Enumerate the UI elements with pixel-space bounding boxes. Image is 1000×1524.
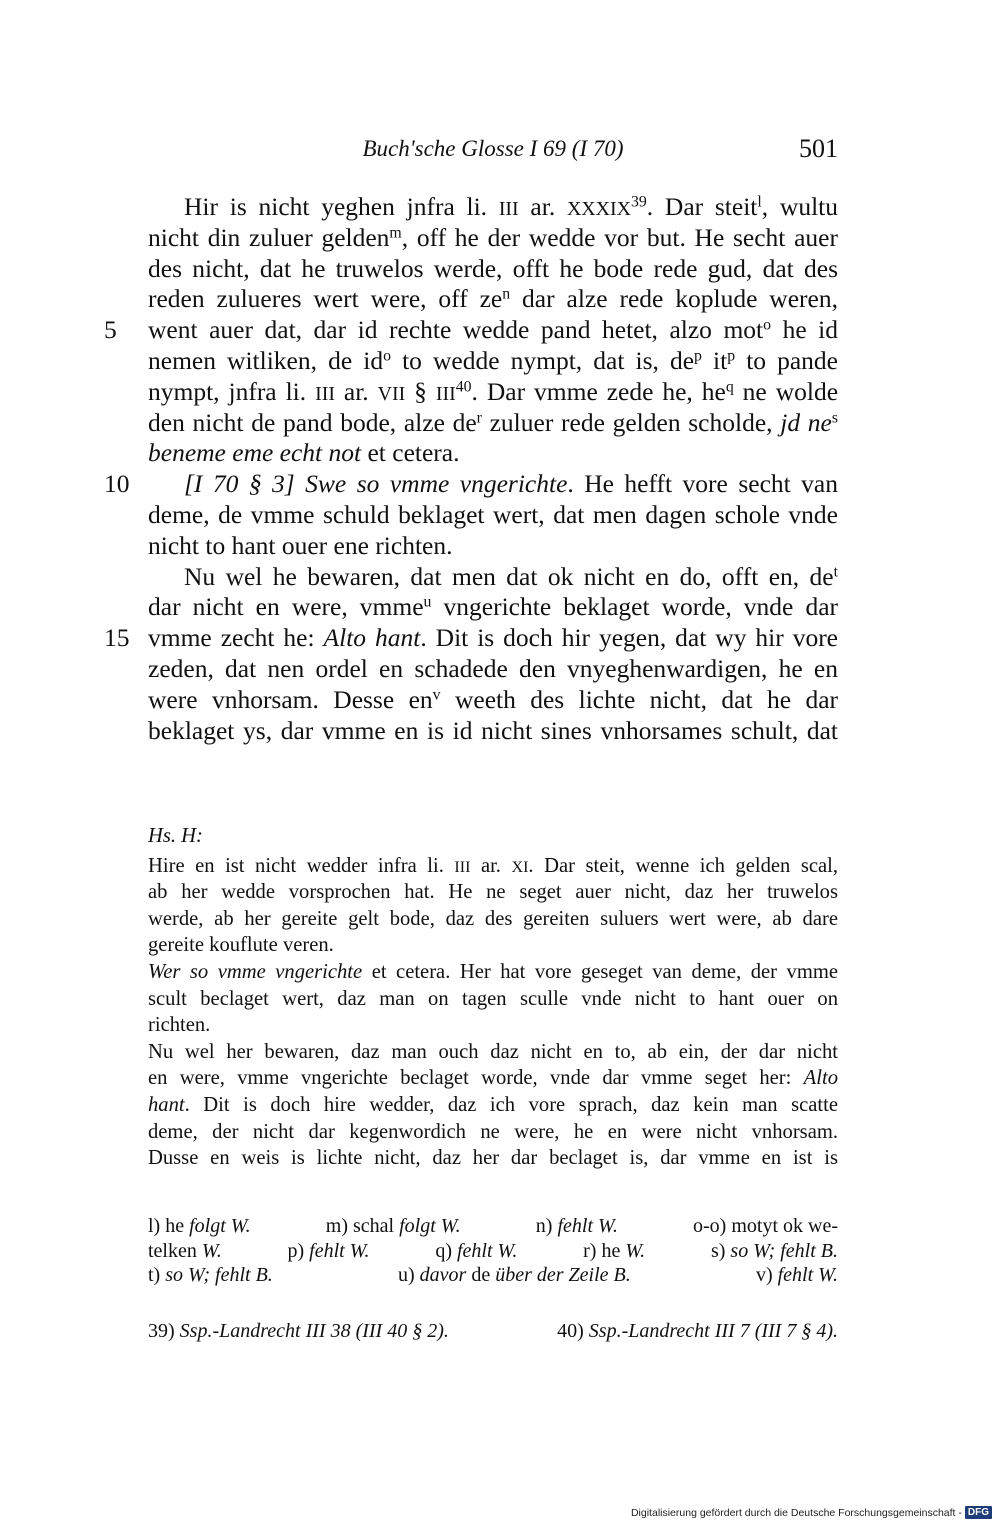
- footnote-marker: 39: [630, 193, 647, 211]
- manuscript-variant: [148, 823, 838, 1172]
- apparatus-note: v) fehlt W.: [755, 1264, 838, 1286]
- roman-numeral: XXXIX: [566, 198, 631, 220]
- apparatus-note: n) fehlt W.: [535, 1215, 618, 1237]
- manuscript-line: hant. Dit is doch hire wedder, daz ich vore sprach, daz kein man scatte: [148, 1093, 838, 1116]
- manuscript-line: ab her wedde vorsprochen hat. He ne seget auer nicht, daz her truwelos: [148, 881, 838, 904]
- italic-text: jd ne: [780, 407, 832, 437]
- page-number: 501: [799, 134, 838, 163]
- manuscript-line: Hire en ist nicht wedder infra li. III ar. XI. Dar steit, wenne ich gelden scal,: [148, 854, 839, 877]
- footnote-marker: r: [476, 408, 482, 426]
- line-number: 5: [104, 315, 117, 345]
- footnote-marker: l: [757, 193, 762, 211]
- text-line: den nicht de pand bode, alze $de^r$ zuluer rede gelden scholde, jd $ne^s$: [148, 407, 838, 437]
- footnote-marker: p: [694, 347, 702, 365]
- text-line: 5 went auer dat, dar id rechte wedde pand hetet, alzo mot$^o$ he id: [104, 315, 839, 345]
- manuscript-line: scult beclaget wert, daz man on tagen sculle vnde nicht to hant ouer on: [148, 987, 838, 1010]
- roman-numeral: XI: [511, 858, 529, 876]
- italic-text: fehlt W.: [557, 1215, 618, 1237]
- italic-text: folgt W.: [399, 1215, 461, 1237]
- page-header: [148, 134, 838, 168]
- manuscript-line: Wer so vmme vngerichte et cetera. Her hat vore geseget van deme, der vmme: [148, 960, 838, 983]
- text-line: reden zulueres wert were, off $ze^n$ dar alze rede koplude weren,: [148, 284, 838, 314]
- roman-numeral: VII: [377, 382, 406, 405]
- apparatus-note: s) so W; fehlt B.: [710, 1239, 838, 1262]
- italic-text: beneme eme echt not: [148, 438, 362, 468]
- italic-text: über der Zeile B.: [495, 1264, 631, 1286]
- footnote-marker: p: [727, 347, 736, 365]
- text-line: were vnhorsam. Desse $en^v$ weeth des lichte nicht, dat he dar: [148, 684, 839, 714]
- line-number: 10: [104, 469, 130, 499]
- text-line: deme, de vmme schuld beklaget wert, dat men dagen schole vnde: [148, 499, 838, 529]
- apparatus-line: [148, 1214, 838, 1239]
- source-reference: 40) Ssp.-Landrecht III 7 (III 7 § 4).: [557, 1320, 838, 1342]
- manuscript-line: Dusse en weis is lichte nicht, daz her dar beclaget is, dar vmme en ist is: [148, 1147, 838, 1170]
- apparatus-note: q) fehlt W.: [435, 1239, 518, 1262]
- manuscript-line: Nu wel her bewaren, daz man ouch daz nicht en to, ab ein, der dar nicht: [148, 1040, 838, 1063]
- footnote-marker: u: [423, 593, 432, 611]
- text-line: nicht to hant ouer ene richten.: [148, 530, 453, 560]
- text-line: Nu wel he bewaren, dat men dat ok nicht en do, offt en, $de^t$: [184, 561, 838, 591]
- source-reference: 39) Ssp.-Landrecht III 38 (III 40 § 2).: [148, 1320, 449, 1342]
- roman-numeral: III: [315, 382, 335, 405]
- apparatus-line: [148, 1263, 838, 1288]
- text-line: des nicht, dat he truwelos werde, offt he bode rede gud, dat des: [148, 253, 838, 283]
- italic-text: Alto: [803, 1067, 838, 1090]
- manuscript-line: deme, der nicht dar kegenwordich ne were, he en were nicht vnhorsam.: [148, 1120, 838, 1143]
- footnote-marker: 40: [455, 378, 472, 396]
- text-line: dar nicht en were, vmme$^u$ vngerichte beklaget worde, vnde dar: [148, 592, 839, 622]
- apparatus-note: l) he folgt W.: [148, 1215, 251, 1237]
- running-title: Buch'sche Glosse I 69 (I 70): [362, 136, 624, 161]
- manuscript-line: werde, ab her gereite gelt bode, daz des gereiten suluers wert were, ab dare: [148, 907, 838, 930]
- text-line: nympt, jnfra li. III ar. VII § III$^{40}$. Dar vmme zede he, $he^q$ ne wolde: [148, 376, 839, 406]
- footer-text: Digitalisierung gefördert durch die Deutsche Forschungsgemeinschaft -: [630, 1506, 962, 1519]
- roman-numeral: III: [454, 858, 471, 876]
- text-line: beklaget ys, dar vmme en is id nicht sines vnhorsames schult, dat: [148, 715, 838, 745]
- italic-text: fehlt W.: [309, 1239, 370, 1262]
- dfg-logo: DFG: [965, 1506, 992, 1519]
- italic-text: so W; fehlt B.: [730, 1239, 838, 1262]
- italic-text: fehlt W.: [777, 1264, 838, 1286]
- apparatus-note: t) so W; fehlt B.: [148, 1264, 273, 1286]
- italic-text: hant: [148, 1093, 185, 1116]
- footnote-marker: s: [831, 408, 838, 426]
- text-line: nicht din zuluer gelden$^m$, off he der wedde vor but. He secht auer: [148, 222, 838, 252]
- text-line: Hir is nicht yeghen jnfra li. III ar. XXXIX$^{39}$. Dar steit$^l$, wultu: [184, 192, 838, 221]
- italic-text: fehlt W.: [456, 1239, 518, 1262]
- apparatus-note: r) he W.: [583, 1239, 646, 1262]
- italic-text: [I 70 § 3] Swe so vmme vngerichte: [184, 469, 568, 499]
- apparatus-note: telken W.: [148, 1239, 222, 1262]
- text-line: zeden, dat nen ordel en schadede den vnyeghenwardigen, he en: [148, 653, 838, 683]
- apparatus-note: m) schal folgt W.: [325, 1215, 461, 1237]
- footnote-marker: o: [383, 347, 391, 365]
- text-line: nemen witliken, de $id^o$ to wedde nympt, dat is, $de^p$ $it^p$ to pande: [148, 345, 838, 375]
- apparatus-line: [148, 1239, 838, 1264]
- italic-text: W.: [201, 1239, 222, 1262]
- footnote-marker: o: [763, 316, 772, 334]
- source-references: [148, 1320, 838, 1343]
- manuscript-line: gereite kouflute veren.: [148, 934, 334, 957]
- italic-text: W.: [625, 1239, 646, 1262]
- footer: [631, 1506, 992, 1519]
- manuscript-line: en were, vmme vngerichte beclaget worde, vnde dar vmme seget her: Alto: [148, 1067, 838, 1090]
- footnote-marker: m: [389, 224, 402, 242]
- roman-numeral: III: [498, 198, 519, 220]
- text-line: 15 vmme zecht he: Alto hant. Dit is doch hir yegen, dat wy hir vore: [104, 623, 838, 653]
- critical-apparatus: [148, 1214, 838, 1288]
- main-text: [104, 192, 839, 746]
- line-number: 15: [104, 623, 130, 653]
- footnote-marker: v: [432, 686, 441, 704]
- manuscript-text: [148, 853, 838, 1172]
- manuscript-line: richten.: [148, 1014, 211, 1037]
- apparatus-note: o-o) motyt ok we-: [693, 1215, 838, 1237]
- footnote-marker: n: [502, 285, 511, 303]
- italic-text: davor: [419, 1264, 467, 1286]
- text-line: 10 [I 70 § 3] Swe so vmme vngerichte. He hefft vore secht van: [104, 469, 838, 499]
- apparatus-note: u) davor de über der Zeile B.: [397, 1264, 631, 1286]
- italic-text: folgt W.: [189, 1215, 251, 1237]
- roman-numeral: III: [435, 382, 456, 405]
- text-line: beneme eme echt not et cetera.: [148, 438, 460, 468]
- italic-text: Wer so vmme vngerichte: [148, 960, 363, 983]
- italic-text: so W; fehlt B.: [165, 1264, 273, 1286]
- italic-text: Ssp.-Landrecht III 38 (III 40 § 2).: [179, 1320, 449, 1342]
- italic-text: Ssp.-Landrecht III 7 (III 7 § 4).: [588, 1320, 838, 1342]
- manuscript-label: Hs. H:: [148, 825, 203, 847]
- footnote-marker: q: [725, 378, 734, 396]
- footnote-marker: t: [833, 562, 838, 580]
- apparatus-note: p) fehlt W.: [287, 1239, 370, 1262]
- italic-text: Alto hant: [323, 623, 421, 653]
